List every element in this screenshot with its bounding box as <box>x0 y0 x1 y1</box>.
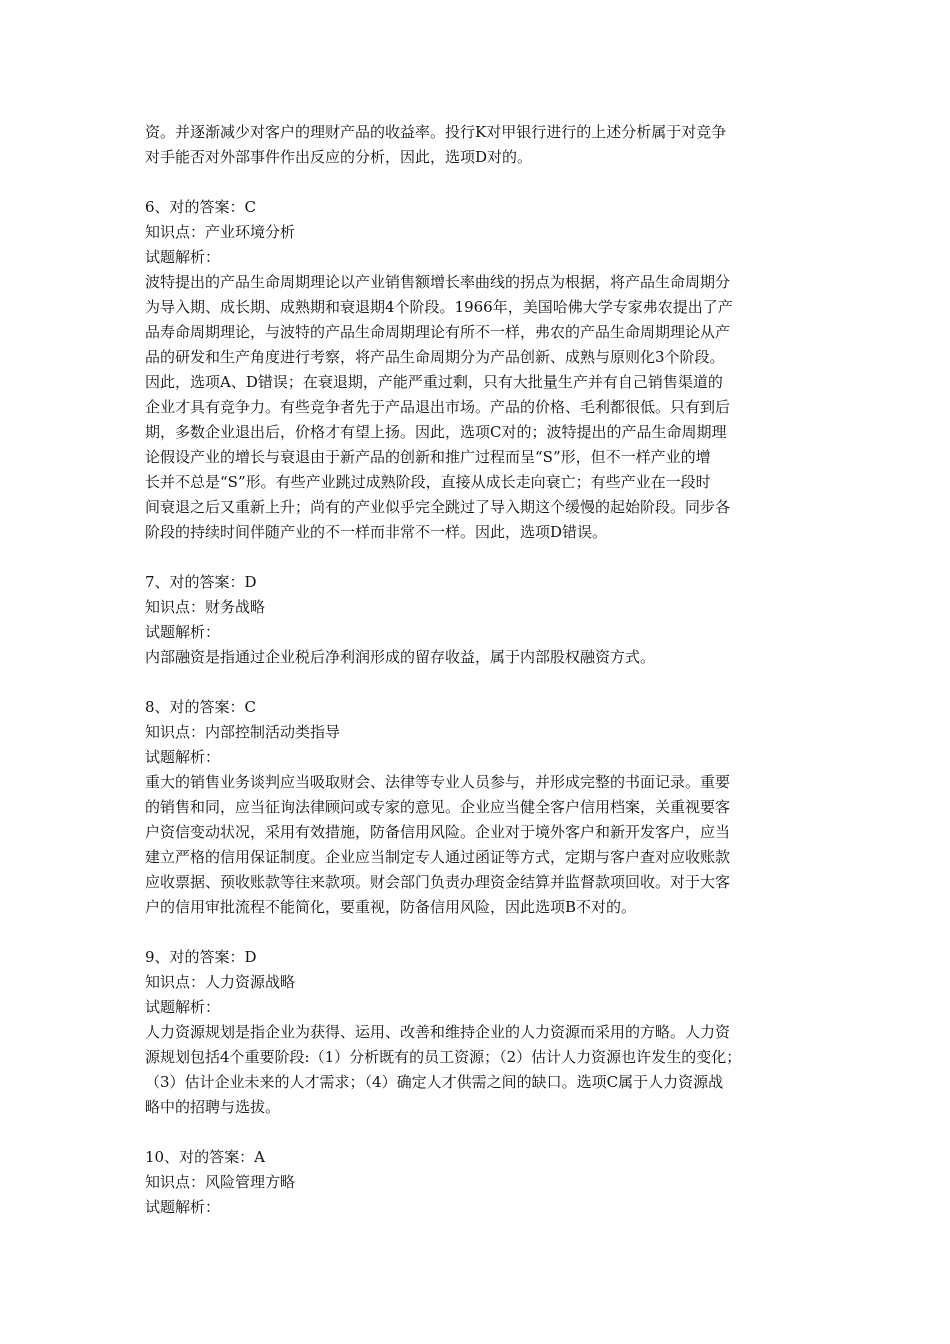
knowledge-point: 知识点：人力资源战略 <box>145 973 296 991</box>
analysis-line: 品寿命周期理论，与波特的产品生命周期理论有所不一样，弗农的产品生命周期理论从产 <box>145 323 731 341</box>
analysis-label: 试题解析： <box>145 623 221 641</box>
knowledge-point: 知识点：财务战略 <box>145 598 266 616</box>
knowledge-point: 知识点：内部控制活动类指导 <box>145 723 341 741</box>
answer-line: 6、对的答案：C <box>145 198 257 216</box>
answer-line: 9、对的答案：D <box>145 948 257 966</box>
analysis-label: 试题解析： <box>145 998 221 1016</box>
analysis-line: 因此，选项A、D错误；在衰退期，产能严重过剩，只有大批量生产并有自己销售渠道的 <box>145 373 723 391</box>
analysis-line: 论假设产业的增长与衰退由于新产品的创新和推广过程而呈“S”形，但不一样产业的增 <box>145 448 711 466</box>
analysis-line: 企业才具有竞争力。有些竞争者先于产品退出市场。产品的价格、毛利都很低。只有到后 <box>145 398 731 416</box>
analysis-line: 内部融资是指通过企业税后净利润形成的留存收益，属于内部股权融资方式。 <box>145 648 656 666</box>
text-line: 资。并逐渐减少对客户的理财产品的收益率。投行K对甲银行进行的上述分析属于对竞争 <box>145 123 727 141</box>
answer-line: 8、对的答案：C <box>145 698 257 716</box>
analysis-line: 户的信用审批流程不能简化，要重视，防备信用风险，因此选项B不对的。 <box>145 898 637 916</box>
knowledge-point: 知识点：产业环境分析 <box>145 223 296 241</box>
question-block-7 <box>145 570 817 670</box>
analysis-label: 试题解析： <box>145 748 221 766</box>
analysis-line: 品的研发和生产角度进行考察，将产品生命周期分为产品创新、成熟与原则化3个阶段。 <box>145 348 725 366</box>
analysis-line: 阶段的持续时间伴随产业的不一样而非常不一样。因此，选项D错误。 <box>145 523 608 541</box>
analysis-line: 波特提出的产品生命周期理论以产业销售额增长率曲线的拐点为根据，将产品生命周期分 <box>145 273 731 291</box>
analysis-line: （3）估计企业未来的人才需求；（4）确定人才供需之间的缺口。选项C属于人力资源战 <box>145 1073 724 1091</box>
analysis-line: 建立严格的信用保证制度。企业应当制定专人通过函证等方式，定期与客户查对应收账款 <box>145 848 731 866</box>
paragraph-gap <box>145 670 817 695</box>
analysis-line: 源规划包括4个重要阶段:（1）分析既有的员工资源；（2）估计人力资源也许发生的变化； <box>145 1048 742 1066</box>
document-page <box>145 120 817 1220</box>
question-block-8 <box>145 695 817 920</box>
analysis-line: 应收票据、预收账款等往来款项。财会部门负责办理资金结算并监督款项回收。对于大客 <box>145 873 731 891</box>
analysis-label: 试题解析： <box>145 248 221 266</box>
analysis-line: 的销售和同，应当征询法律顾问或专家的意见。企业应当健全客户信用档案，关重视要客 <box>145 798 731 816</box>
analysis-line: 间衰退之后又重新上升；尚有的产业似乎完全跳过了导入期这个缓慢的起始阶段。同步各 <box>145 498 731 516</box>
analysis-line: 期，多数企业退出后，价格才有望上扬。因此，选项C对的；波特提出的产品生命周期理 <box>145 423 727 441</box>
analysis-line: 人力资源规划是指企业为获得、运用、改善和维持企业的人力资源而采用的方略。人力资 <box>145 1023 731 1041</box>
analysis-line: 为导入期、成长期、成熟期和衰退期4个阶段。1966年，美国哈佛大学专家弗农提出了产 <box>145 298 733 316</box>
analysis-line: 长并不总是“S”形。有些产业跳过成熟阶段，直接从成长走向衰亡；有些产业在一段时 <box>145 473 711 491</box>
question-block-9 <box>145 945 817 1120</box>
analysis-label: 试题解析： <box>145 1198 221 1216</box>
analysis-line: 重大的销售业务谈判应当吸取财会、法律等专业人员参与，并形成完整的书面记录。重要 <box>145 773 731 791</box>
knowledge-point: 知识点：风险管理方略 <box>145 1173 296 1191</box>
intro-paragraph <box>145 120 817 170</box>
paragraph-gap <box>145 545 817 570</box>
text-line: 对手能否对外部事件作出反应的分析，因此，选项D对的。 <box>145 148 533 166</box>
analysis-line: 户资信变动状况，采用有效措施，防备信用风险。企业对于境外客户和新开发客户，应当 <box>145 823 731 841</box>
analysis-line: 略中的招聘与选拔。 <box>145 1098 281 1116</box>
answer-line: 10、对的答案：A <box>145 1148 265 1166</box>
paragraph-gap <box>145 170 817 195</box>
paragraph-gap <box>145 920 817 945</box>
answer-line: 7、对的答案：D <box>145 573 257 591</box>
question-block-10 <box>145 1145 817 1220</box>
paragraph-gap <box>145 1120 817 1145</box>
question-block-6 <box>145 195 817 545</box>
